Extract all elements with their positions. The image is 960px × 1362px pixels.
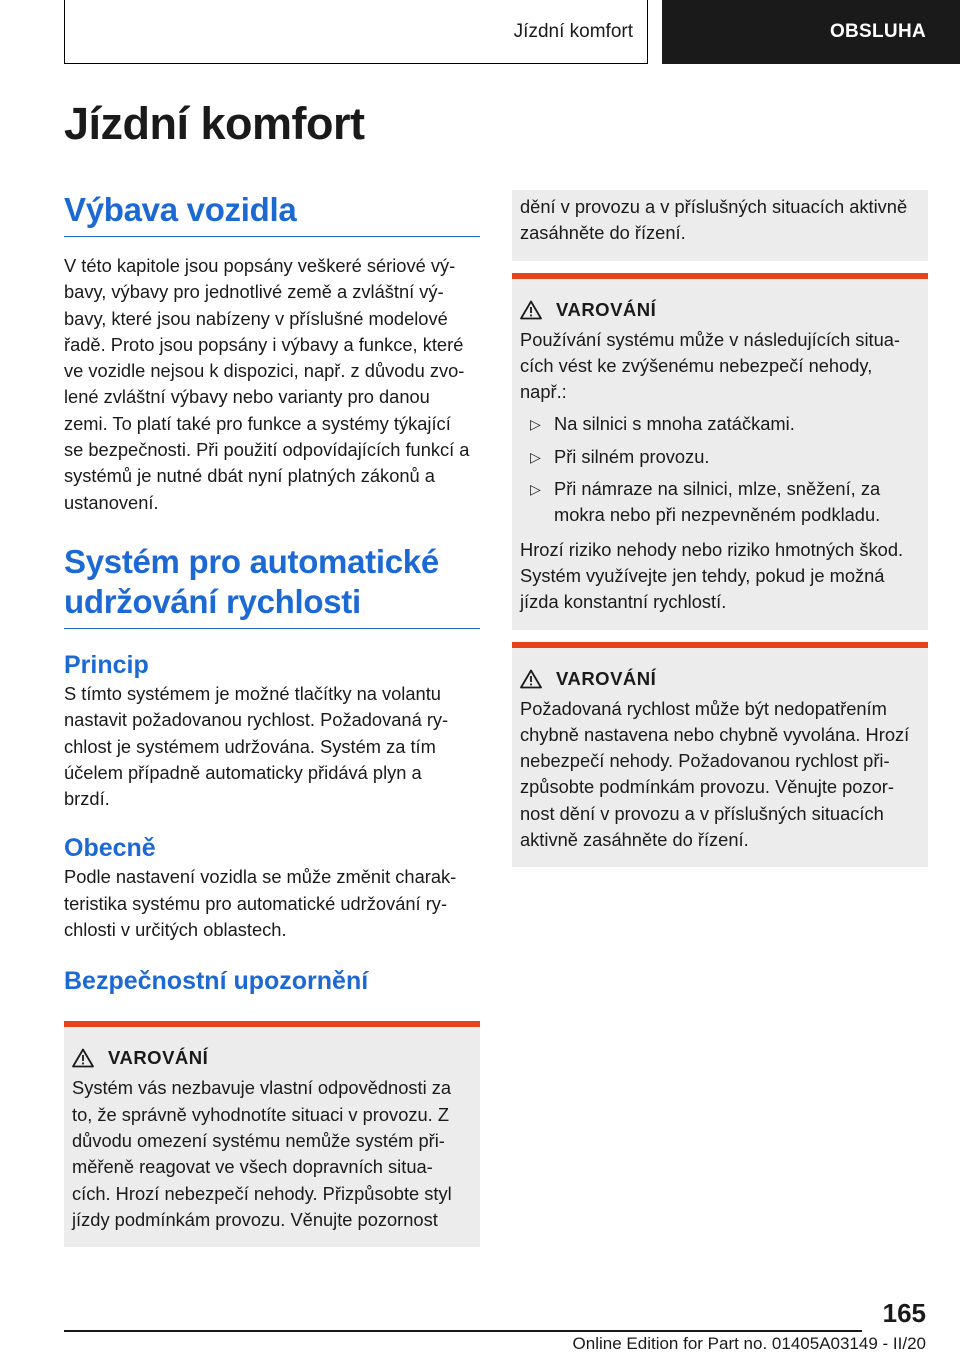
warning-box-2 — [512, 273, 928, 630]
text-line: ve vozidle nejsou k dispozici, např. z důvodu zvo- — [64, 360, 465, 382]
text-line: Systém vás nezbavuje vlastní odpovědnosti za — [72, 1077, 452, 1099]
text-line: lené zvláštní výbavy nebo varianty pro danou — [64, 386, 430, 408]
footer-divider — [64, 1330, 862, 1332]
text-line: zemi. To platí také pro funkce a systémy týkající — [64, 412, 451, 434]
warning-title-text: VAROVÁNÍ — [556, 298, 657, 320]
text-line: S tímto systémem je možné tlačítky na volantu — [64, 682, 441, 704]
text-line: nost dění v provozu a v příslušných situacích — [520, 802, 884, 824]
list-item — [520, 476, 920, 529]
text-line: to, že správně vyhodnotíte situaci v provozu. Z — [72, 1103, 449, 1125]
warning-bullet-list — [520, 411, 920, 528]
text-line: Podle nastavení vozidla se může změnit charak- — [64, 866, 457, 888]
text-line: teristika systému pro automatické udržování ry- — [64, 892, 448, 914]
warning-triangle-icon — [520, 300, 542, 320]
heading-bezpecnost: Bezpečnostní upozornění — [64, 967, 369, 996]
text-line: brzdí. — [64, 788, 110, 810]
heading-line: udržování rychlosti — [64, 582, 361, 620]
paragraph-vybava — [64, 253, 480, 516]
header-chapter-tab — [662, 0, 960, 64]
text-line: aktivně zasáhněte do řízení. — [520, 829, 749, 851]
text-line: jízda konstantní rychlostí. — [520, 591, 727, 613]
text-line: Při námraze na silnici, mlze, sněžení, za — [554, 478, 881, 500]
heading-vybava: Výbava vozidla — [64, 190, 480, 237]
triangle-right-icon: ▷ — [530, 448, 541, 465]
header-section-title — [64, 0, 648, 64]
heading-system — [64, 542, 480, 629]
paragraph-princip — [64, 681, 480, 812]
warning-title-text: VAROVÁNÍ — [556, 667, 657, 689]
footer-edition: Online Edition for Part no. 01405A03149 - II/20 — [572, 1334, 926, 1353]
list-item — [520, 411, 920, 437]
warning-triangle-icon — [72, 1048, 94, 1068]
text-line: bavy, výbavy pro jednotlivé země a zvláštní vý- — [64, 281, 444, 303]
heading-line: Systém pro automatické — [64, 542, 439, 580]
text-line: řadě. Proto jsou popsány i výbavy a funkce, které — [64, 333, 464, 355]
text-line: účelem případně automaticky přidává plyn a — [64, 761, 422, 783]
text-line: Při silném provozu. — [554, 445, 710, 467]
text-line: mokra nebo při nezpevněném podkladu. — [554, 504, 881, 526]
right-column — [512, 190, 928, 867]
page-number: 165 — [882, 1298, 926, 1328]
text-line: Požadovaná rychlost může být nedopatřením — [520, 697, 887, 719]
heading-princip: Princip — [64, 650, 149, 679]
text-line: způsobte podmínkám provozu. Věnujte pozor- — [520, 776, 894, 798]
paragraph-obecne — [64, 864, 480, 943]
text-line: chlost je systémem udržována. Systém za tím — [64, 735, 436, 757]
list-item — [520, 444, 920, 470]
page-title: Jízdní komfort — [64, 98, 365, 149]
chapter-title-text: OBSLUHA — [829, 21, 926, 42]
text-line: zasáhněte do řízení. — [520, 222, 686, 244]
warning-title — [72, 1047, 472, 1069]
warning-box-3 — [512, 642, 928, 868]
heading-obecne: Obecně — [64, 834, 156, 863]
text-line: chybně nastavena nebo chybně vyvolána. Hrozí — [520, 723, 910, 745]
text-line: systémů je nutné dbát nyní platných zákonů a — [64, 465, 435, 487]
left-column — [64, 190, 480, 1247]
text-line: dění v provozu a v příslušných situacích aktivně — [520, 196, 908, 217]
text-line: Používání systému může v následujících situa- — [520, 328, 901, 350]
warning-box-1 — [64, 1021, 480, 1247]
text-line: Na silnici s mnoha zatáčkami. — [554, 413, 795, 435]
warning-title-text: VAROVÁNÍ — [108, 1047, 209, 1069]
text-line: nebezpečí nehody. Požadovanou rychlost při- — [520, 750, 890, 772]
warning-text — [520, 194, 920, 247]
text-line: V této kapitole jsou popsány veškeré sériové vý- — [64, 255, 456, 276]
section-title-text: Jízdní komfort — [513, 20, 633, 42]
text-line: cích vést ke zvýšenému nebezpečí nehody, — [520, 354, 873, 376]
triangle-right-icon: ▷ — [530, 416, 541, 433]
text-line: jízdy podmínkám provozu. Věnujte pozornost — [72, 1208, 438, 1230]
text-line: chlosti v určitých oblastech. — [64, 919, 287, 941]
text-line: cích. Hrozí nebezpečí nehody. Přizpůsobte styl — [72, 1182, 452, 1204]
text-line: měřeně reagovat ve všech dopravních situa- — [72, 1156, 433, 1178]
warning-text — [520, 696, 920, 854]
warning-intro — [520, 327, 920, 406]
text-line: např.: — [520, 381, 567, 403]
text-line: Hrozí riziko nehody nebo riziko hmotných škod. — [520, 538, 904, 560]
text-line: nastavit požadovanou rychlost. Požadovaná ry- — [64, 709, 449, 731]
text-line: důvodu omezení systému nemůže systém při- — [72, 1129, 445, 1151]
warning-box-1-continued — [512, 190, 928, 261]
warning-title — [520, 299, 920, 321]
warning-title — [520, 668, 920, 690]
warning-text — [72, 1075, 472, 1233]
text-line: bavy, které jsou nabízeny v příslušné modelové — [64, 307, 448, 329]
triangle-right-icon: ▷ — [530, 481, 541, 498]
warning-outro — [520, 537, 920, 616]
text-line: ustanovení. — [64, 491, 159, 513]
warning-triangle-icon — [520, 669, 542, 689]
text-line: se bezpečnosti. Při použití odpovídajících funkcí a — [64, 439, 470, 461]
text-line: Systém využívejte jen tehdy, pokud je možná — [520, 564, 885, 586]
